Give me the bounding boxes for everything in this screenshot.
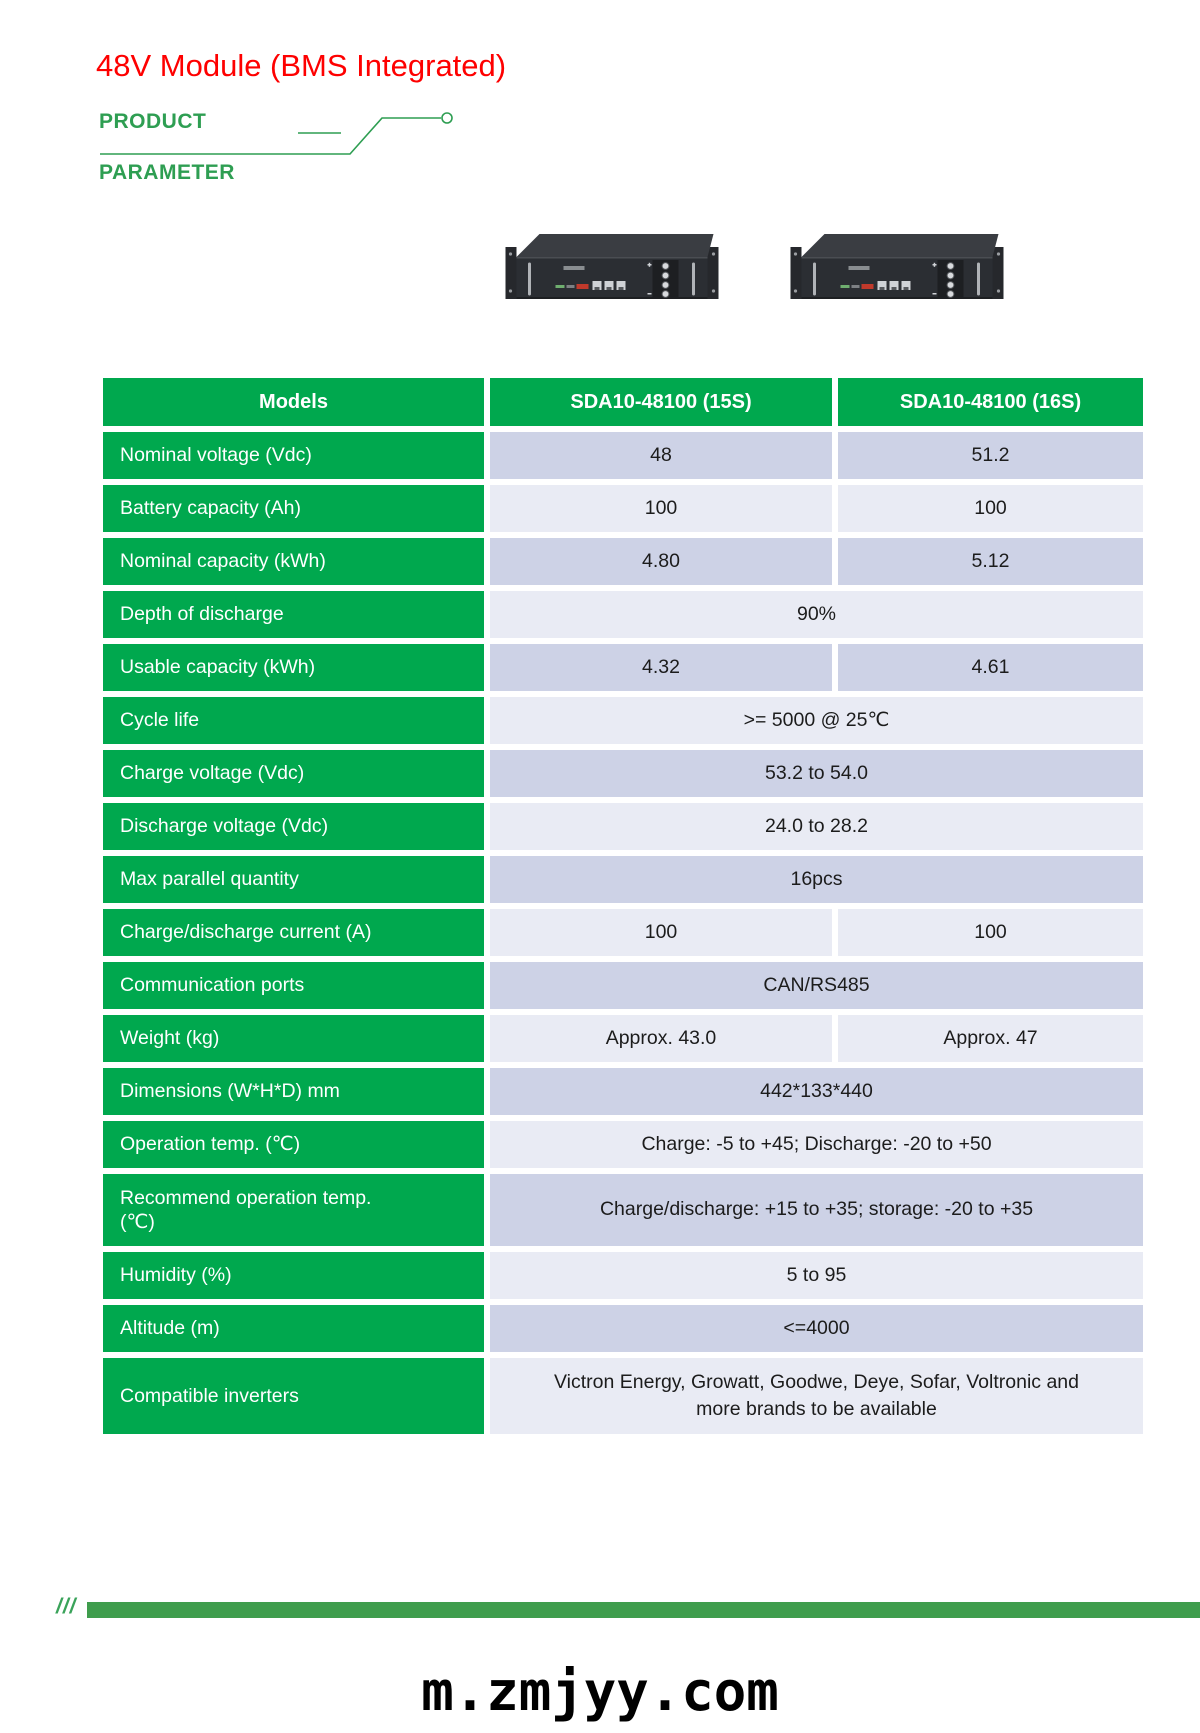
row-value-span: 16pcs bbox=[490, 856, 1143, 903]
spec-row-communication-ports bbox=[103, 962, 1143, 1009]
row-label: Altitude (m) bbox=[103, 1305, 484, 1352]
row-label: Dimensions (W*H*D) mm bbox=[103, 1068, 484, 1115]
spec-row-battery-capacity bbox=[103, 485, 1143, 532]
row-value: 100 bbox=[490, 909, 832, 956]
row-label: Depth of discharge bbox=[103, 591, 484, 638]
spec-row-cycle-life bbox=[103, 697, 1143, 744]
spec-row-charge-voltage bbox=[103, 750, 1143, 797]
row-label: Operation temp. (℃) bbox=[103, 1121, 484, 1168]
spec-row-nominal-capacity bbox=[103, 538, 1143, 585]
col-header-models: Models bbox=[103, 378, 484, 426]
spec-table bbox=[103, 378, 1143, 1440]
page-title: 48V Module (BMS Integrated) bbox=[96, 48, 507, 83]
product-image-right bbox=[790, 227, 1004, 299]
spec-row-dimensions bbox=[103, 1068, 1143, 1115]
row-label: Nominal capacity (kWh) bbox=[103, 538, 484, 585]
row-label: Battery capacity (Ah) bbox=[103, 485, 484, 532]
row-label: Charge voltage (Vdc) bbox=[103, 750, 484, 797]
row-value-span: 5 to 95 bbox=[490, 1252, 1143, 1299]
row-value: 48 bbox=[490, 432, 832, 479]
row-label-text: Recommend operation temp. (℃) bbox=[120, 1186, 372, 1233]
row-label: Max parallel quantity bbox=[103, 856, 484, 903]
row-label: Charge/discharge current (A) bbox=[103, 909, 484, 956]
row-value-span: 24.0 to 28.2 bbox=[490, 803, 1143, 850]
footer-green-bar bbox=[87, 1602, 1200, 1618]
spec-row-nominal-voltage bbox=[103, 432, 1143, 479]
row-value-span: Charge/discharge: +15 to +35; storage: -20 to +35 bbox=[490, 1174, 1143, 1246]
row-value-span: 53.2 to 54.0 bbox=[490, 750, 1143, 797]
spec-row-discharge-voltage bbox=[103, 803, 1143, 850]
col-header-model-15s: SDA10-48100 (15S) bbox=[490, 378, 832, 426]
spec-row-altitude bbox=[103, 1305, 1143, 1352]
row-label: Cycle life bbox=[103, 697, 484, 744]
row-value-span: 442*133*440 bbox=[490, 1068, 1143, 1115]
row-value: 4.61 bbox=[838, 644, 1143, 691]
row-value: Approx. 43.0 bbox=[490, 1015, 832, 1062]
row-value-span bbox=[490, 1358, 1143, 1434]
row-label bbox=[103, 1174, 484, 1246]
spec-row-usable-capacity bbox=[103, 644, 1143, 691]
spec-row-charge-discharge-current bbox=[103, 909, 1143, 956]
spec-row-depth-of-discharge bbox=[103, 591, 1143, 638]
row-value: Approx. 47 bbox=[838, 1015, 1143, 1062]
spec-table-header-row bbox=[103, 378, 1143, 426]
product-image-left bbox=[505, 227, 719, 299]
row-label: Compatible inverters bbox=[103, 1358, 484, 1434]
row-value-span: 90% bbox=[490, 591, 1143, 638]
row-value: 100 bbox=[838, 909, 1143, 956]
row-value: 4.32 bbox=[490, 644, 832, 691]
spec-row-operation-temp bbox=[103, 1121, 1143, 1168]
row-label: Humidity (%) bbox=[103, 1252, 484, 1299]
heading-decoration-line bbox=[95, 100, 475, 170]
watermark-text: m.zmjyy.com bbox=[421, 1660, 779, 1723]
row-value-span: >= 5000 @ 25℃ bbox=[490, 697, 1143, 744]
row-label: Usable capacity (kWh) bbox=[103, 644, 484, 691]
section-heading-parameter: PARAMETER bbox=[99, 161, 235, 184]
spec-row-recommend-operation-temp bbox=[103, 1174, 1143, 1246]
spec-row-humidity bbox=[103, 1252, 1143, 1299]
row-label: Nominal voltage (Vdc) bbox=[103, 432, 484, 479]
row-value: 5.12 bbox=[838, 538, 1143, 585]
col-header-model-16s: SDA10-48100 (16S) bbox=[838, 378, 1143, 426]
section-heading-product: PRODUCT bbox=[99, 110, 207, 133]
row-label: Weight (kg) bbox=[103, 1015, 484, 1062]
footer-slashes-mark: /// bbox=[56, 1595, 77, 1618]
row-value: 100 bbox=[838, 485, 1143, 532]
row-label: Discharge voltage (Vdc) bbox=[103, 803, 484, 850]
spec-row-weight bbox=[103, 1015, 1143, 1062]
row-value-span: <=4000 bbox=[490, 1305, 1143, 1352]
spec-row-compatible-inverters bbox=[103, 1358, 1143, 1434]
row-value: 4.80 bbox=[490, 538, 832, 585]
row-value: 100 bbox=[490, 485, 832, 532]
row-label: Communication ports bbox=[103, 962, 484, 1009]
row-value-span: CAN/RS485 bbox=[490, 962, 1143, 1009]
row-value-text: Victron Energy, Growatt, Goodwe, Deye, Sofar, Voltronic and more brands to be available bbox=[554, 1370, 1079, 1420]
spec-row-max-parallel bbox=[103, 856, 1143, 903]
row-value: 51.2 bbox=[838, 432, 1143, 479]
row-value-span: Charge: -5 to +45; Discharge: -20 to +50 bbox=[490, 1121, 1143, 1168]
